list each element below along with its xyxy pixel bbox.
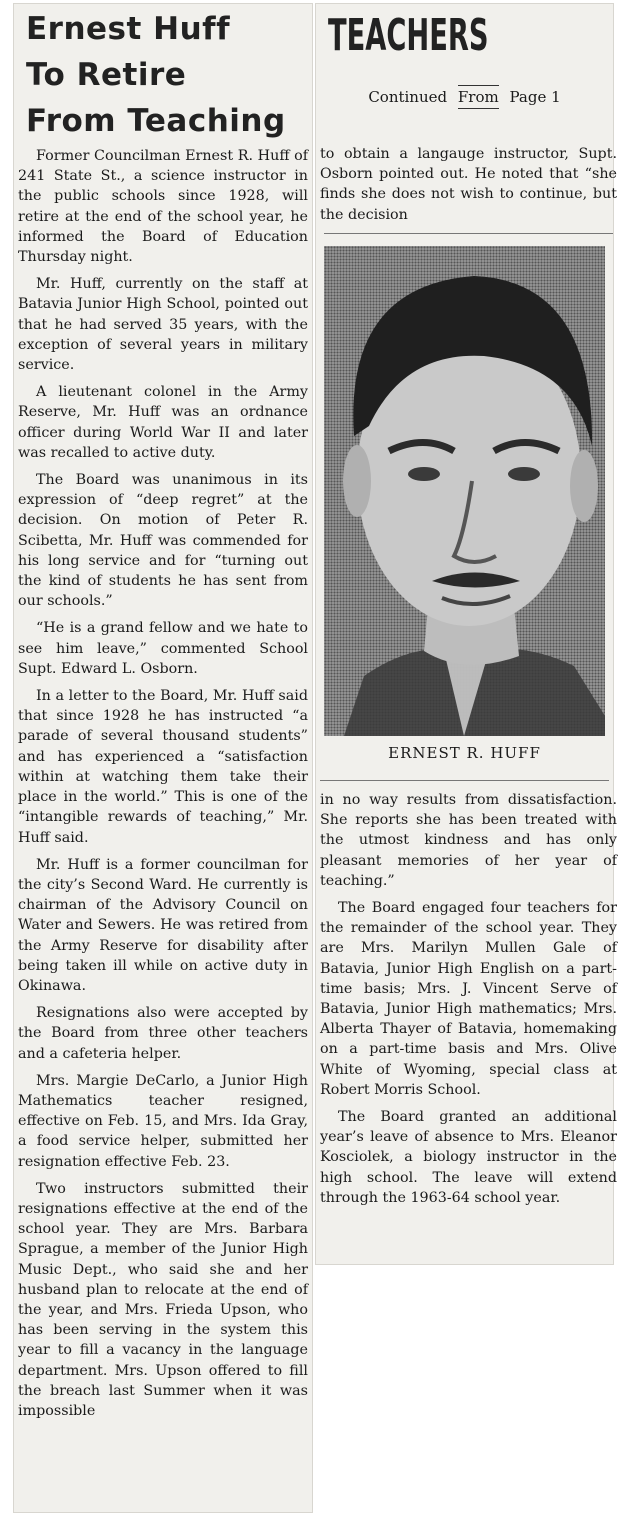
photo-caption: ERNEST R. HUFF (388, 744, 541, 762)
paragraph: A lieutenant colonel in the Army Reserve, Mr. Huff was an ordnance officer during World War II and later was recalled to active duty. (18, 384, 308, 461)
headline-line-1: Ernest Huff (26, 11, 231, 47)
portrait-photo (324, 246, 605, 736)
paragraph: In a letter to the Board, Mr. Huff said that since 1928 he has instructed “a parade of several thousand students” and has experienced a “satisfaction within at watching them take their place in the world.” This is one of the “intangible rewards of teaching,” Mr. Huff said. (18, 688, 308, 846)
paragraph: Mr. Huff is a former councilman for the city’s Second Ward. He currently is chairman of the Advisory Council on Water and Sewers. He was retired from the Army Reserve for disability after being taken ill while on active duty in Okinawa. (18, 856, 308, 994)
headline-line-2: To Retire (26, 57, 187, 93)
divider (324, 233, 613, 234)
divider (320, 780, 609, 781)
continued-prefix: Continued (368, 88, 448, 106)
paragraph: Mr. Huff, currently on the staff at Batavia Junior High School, pointed out that he had served 35 years, with the exception of several years in military service. (18, 276, 308, 374)
paragraph: Two instructors submitted their resignations effective at the end of the school year. They are Mrs. Barbara Sprague, a member of the Junior High Music Dept., who said she and her husband plan to relocate at the end of the year, and Mrs. Frieda Upson, who has been serving in the system this year to fill a vacancy in the language department. Mrs. Upson offered to fill the breach last Summer when it was impossible (18, 1180, 308, 1419)
paragraph: to obtain a langauge instructor, Supt. Osborn pointed out. He noted that “she finds she does not wish to continue, but the decision (320, 146, 617, 223)
continued-text-bottom (316, 790, 621, 1215)
article-headline (26, 4, 312, 144)
paragraph: in no way results from dissatisfaction. She reports she has been treated with the utmost kindness and has only pleasant memories of her year of teaching.” (320, 792, 617, 889)
continued-page: Page 1 (509, 88, 561, 106)
continued-from: From (458, 85, 499, 109)
paragraph: The Board granted an additional year’s leave of absence to Mrs. Eleanor Kosciolek, a biology instructor in the high school. The leave will extend through the 1963-64 school year. (320, 1109, 617, 1206)
article-body (14, 146, 312, 1421)
left-article (14, 4, 312, 1512)
paragraph: Mrs. Margie DeCarlo, a Junior High Mathematics teacher resigned, effective on Feb. 15, and Mrs. Ida Gray, a food service helper, submitted her resignation effective Feb. 23. (18, 1072, 308, 1170)
paragraph: “He is a grand fellow and we hate to see him leave,” commented School Supt. Edward L. Osborn. (18, 620, 308, 677)
continued-text-top (316, 144, 621, 242)
portrait-illustration (324, 246, 605, 736)
paragraph: The Board engaged four teachers for the remainder of the school year. They are Mrs. Marilyn Mullen Gale of Batavia, Junior High English on a part-time basis; Mrs. J. Vincent Serve of Batavia, Junior High mathematics; Mrs. Alberta Thayer of Batavia, homemaking on a part-time basis and Mrs. Olive White of Wyoming, special class at Robert Morris School. (320, 900, 617, 1098)
paragraph: Resignations also were accepted by the Board from three other teachers and a cafeteria helper. (18, 1005, 308, 1062)
continuation-headline: TEACHERS (328, 10, 489, 61)
headline-line-3: From Teaching (26, 103, 286, 139)
paragraph: Former Councilman Ernest R. Huff of 241 State St., a science instructor in the public schools since 1928, will retire at the end of the school year, he informed the Board of Education Thursday night. (18, 148, 308, 266)
right-article (316, 4, 617, 1264)
paragraph: The Board was unanimous in its expression of “deep regret” at the decision. On motion of Peter R. Scibetta, Mr. Huff was commended for his long service and for “turning out the kind of students he has sent from our schools.” (18, 472, 308, 610)
continued-line (316, 88, 613, 106)
